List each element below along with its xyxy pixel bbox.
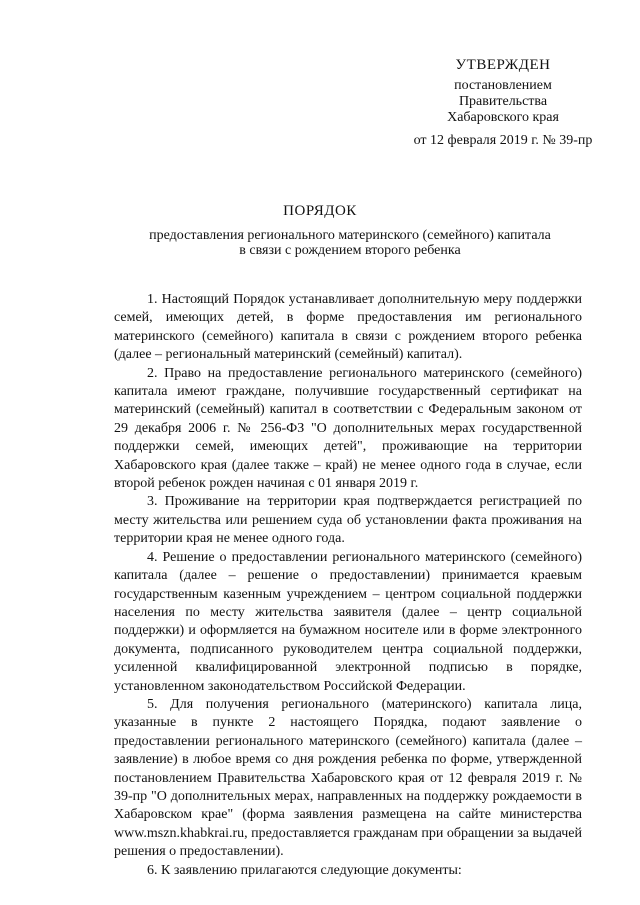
document-subtitle	[60, 228, 640, 258]
subtitle-line: в связи с рождением второго ребенка	[239, 243, 461, 258]
paragraph-5: 5. Для получения регионального (материнского) капитала лица, указанные в пункте 2 настоящего Порядка, подают заявление о предоставлении регионального материнского (семейного) капитала (далее – заявление) в любое время со дня рождения ребенка по форме, утвержденной постановлением Правительства Хабаровского края от 12 февраля 2019 г. № 39-пр "О дополнительных мерах, направленных на поддержку рождаемости в Хабаровском крае" (форма заявления размещена на сайте министерства www.mszn.khabkrai.ru, предоставляется гражданам при обращении за выдачей решения о предоставлении).	[114, 696, 582, 860]
approval-line: постановлением	[454, 78, 552, 93]
approval-heading: УТВЕРЖДЕН	[455, 57, 551, 73]
subtitle-line: предоставления регионального материнского (семейного) капитала	[149, 228, 551, 243]
approval-stamp	[392, 57, 614, 149]
document-body	[114, 291, 582, 880]
document-title: ПОРЯДОК	[283, 203, 357, 219]
paragraph-1: 1. Настоящий Порядок устанавливает дополнительную меру поддержки семей, имеющих детей, в форме предоставления им регионального материнского (семейного) капитала в связи с рождением второго ребенка (далее – региональный материнский (семейный) капитал).	[114, 292, 582, 363]
approval-line: Правительства	[458, 94, 548, 109]
paragraph-6: 6. К заявлению прилагаются следующие документы:	[147, 862, 462, 878]
paragraph-4: 4. Решение о предоставлении регионального материнского (семейного) капитала (далее – решение о предоставлении) принимается краевым государственным казенным учреждением – центром социальной поддержки населения по месту жительства заявителя (далее – центр социальной поддержки) и оформляется на бумажном носителе или в форме электронного документа, подписанного руководителем центра социальной поддержки, усиленной квалифицированной электронной подписью в порядке, установленном законодательством Российской Федерации.	[114, 549, 582, 694]
paragraph-3: 3. Проживание на территории края подтверждается регистрацией по месту жительства или решением суда об установлении факта проживания на территории края не менее одного года.	[114, 494, 582, 547]
approval-line: Хабаровского края	[447, 110, 559, 125]
approval-date: от 12 февраля 2019 г. № 39-пр	[413, 133, 593, 148]
paragraph-2: 2. Право на предоставление регионального материнского (семейного) капитала имеют граждане, получившие государственный сертификат на материнский (семейный) капитал в соответствии с Федеральным законом от 29 декабря 2006 г. № 256-ФЗ "О дополнительных мерах государственной поддержки семей, имеющих детей", проживающие на территории Хабаровского края (далее также – край) не менее одного года в случае, если второй ребенок рожден начиная с 01 января 2019 г.	[114, 365, 582, 492]
